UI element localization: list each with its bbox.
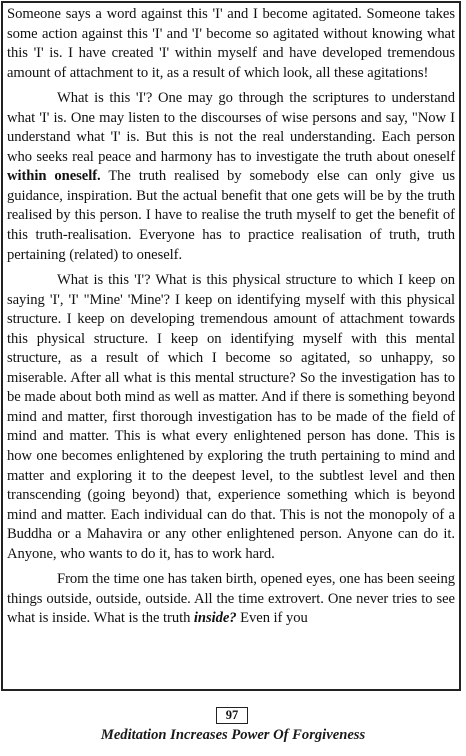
paragraph-4-emphasis: inside? <box>193 610 237 627</box>
paragraph-3 <box>7 271 455 564</box>
paragraph-2-text-a: What is this 'I'? One may go through the scriptures to understand what 'I' is. One may listen to the discourses of wise persons and say, "Now I understand what 'I' is. But this is not the real understanding. Each person who seeks real peace and harmony has to investigate the truth about oneself <box>7 90 455 165</box>
page-number: 97 <box>216 707 248 724</box>
paragraph-2-emphasis: within oneself. <box>7 168 101 185</box>
paragraph-1-text: Someone says a word against this 'I' and I become agitated. Someone takes some action against this 'I' and 'I' become so agitated without knowing what this 'I' is. I have created 'I' within myself and have developed tremendous amount of attachment to it, as a result of which look, all these agitations! <box>7 6 455 81</box>
page-body <box>1 1 461 691</box>
book-title-footer: Meditation Increases Power Of Forgiveness <box>100 727 366 743</box>
paragraph-4 <box>7 570 455 629</box>
paragraph-2 <box>7 89 455 265</box>
paragraph-4-text-b: Even if you <box>236 610 308 627</box>
paragraph-1 <box>7 5 455 83</box>
paragraph-3-text: What is this 'I'? What is this physical structure to which I keep on saying 'I', 'I' "Mine' 'Mine'? I keep on identifying myself with this physical structure. I keep on developing tremendous amount of attachment towards this physical structure. I keep on identifying myself with this mental structure, as a result of which I become so agitated, so unhappy, so miserable. After all what is this mental structure? So the investigation has to be made about both mind as well as matter. And if there is something beyond mind and matter, first thorough investigation has to be made of the field of mind and matter. This is what every enlightened person has done. This is how one becomes enlightened by exploring the truth pertaining to mind and matter and exploring it to the deepest level, to the subtlest level and then transcending (going beyond) that, experience something which is beyond mind and matter. Each individual can do that. This is not the monopoly of a Buddha or a Mahavira or any other enlightened person. Anyone can do it. Anyone, who wants to do it, has to work hard. <box>7 272 455 562</box>
paragraph-4-text-a: From the time one has taken birth, opened eyes, one has been seeing things outside, outside, outside. All the time extrovert. One never tries to see what is inside. What is the truth <box>7 571 455 627</box>
paragraph-2-text-b: The truth realised by somebody else can only give us guidance, inspiration. But the actual benefit that one gets will be by the truth realised by this person. I have to realise the truth myself to get the benefit of this truth-realisation. Everyone has to practice realisation of truth, truth pertaining (related) to oneself. <box>7 168 456 263</box>
